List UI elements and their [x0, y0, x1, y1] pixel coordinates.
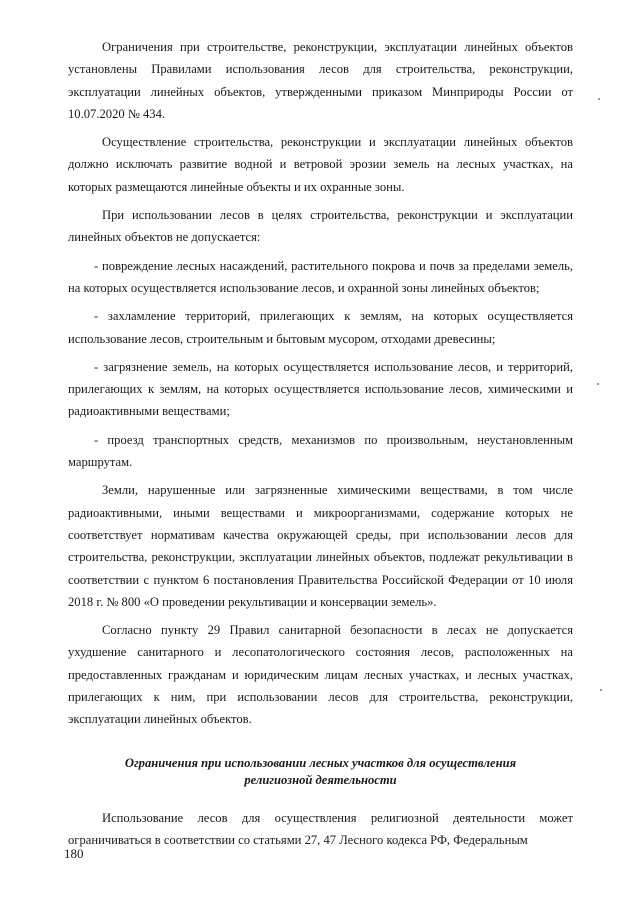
list-item-vehicles: - проезд транспортных средств, механизмов по произвольным, неустановленным маршрутам. — [68, 432, 573, 470]
page-number: 180 — [64, 846, 84, 861]
document-body — [68, 36, 573, 857]
paragraph-linear-objects-restrictions: Ограничения при строительстве, реконструкции, эксплуатации линейных объектов установлены Правилами использования лесов для строительства, реконструкции, эксплуатации линейных объектов, утвержденными приказом Минприроды России от 10.07.2020 № 434. — [68, 40, 573, 121]
scan-speck — [597, 383, 599, 385]
list-item-littering: - захламление территорий, прилегающих к землям, на которых осуществляется использование лесов, строительным и бытовым мусором, отходами древесины; — [68, 309, 573, 346]
paragraph-religious-activity: Использование лесов для осуществления религиозной деятельности может ограничиваться в соответствии со статьями 27, 47 Лесного кодекса РФ, Федеральным — [68, 810, 573, 847]
paragraph-recultivation: Земли, нарушенные или загрязненные химическими веществами, в том числе радиоактивными, иными веществами и микроорганизмами, содержание которых не соответствует нормативам качества окружающей среды, при использовании лесов для строительства, реконструкции, эксплуатации линейных объектов, подлежат рекультивации в соответствии с пунктом 6 постановления Правительства Российской Федерации от 10 июля 2018 г. № 800 «О проведении рекультивации и консервации земель». — [68, 483, 573, 609]
scan-speck — [598, 98, 600, 100]
section-heading-line-1: Ограничения при использовании лесных участков для осуществления — [124, 755, 517, 770]
paragraph-not-allowed-intro: При использовании лесов в целях строительства, реконструкции и эксплуатации линейных объектов не допускается: — [68, 208, 573, 245]
list-item-pollution: - загрязнение земель, на которых осуществляется использование лесов, и территорий, прилегающих к землям, на которых осуществляется использование лесов, химическими и радиоактивными веществами; — [68, 359, 573, 419]
scan-speck — [600, 689, 602, 691]
list-item-damage: - повреждение лесных насаждений, растительного покрова и почв за пределами земель, на которых осуществляется использование лесов, и охранной зоны линейных объектов; — [68, 258, 573, 295]
section-heading — [68, 755, 573, 789]
paragraph-sanitary-safety: Согласно пункту 29 Правил санитарной безопасности в лесах не допускается ухудшение санитарного и лесопатологического состояния лесов, расположенных на предоставленных гражданам и юридическим лицам лесных участках, и лесных участках, прилегающих к ним, при использовании лесов для строительства, реконструкции, эксплуатации линейных объектов. — [68, 623, 573, 727]
paragraph-erosion: Осуществление строительства, реконструкции и эксплуатации линейных объектов должно исключать развитие водной и ветровой эрозии земель на лесных участках, на которых размещаются линейные объекты и их охранные зоны. — [68, 135, 573, 194]
section-heading-line-2: религиозной деятельности — [244, 772, 397, 787]
